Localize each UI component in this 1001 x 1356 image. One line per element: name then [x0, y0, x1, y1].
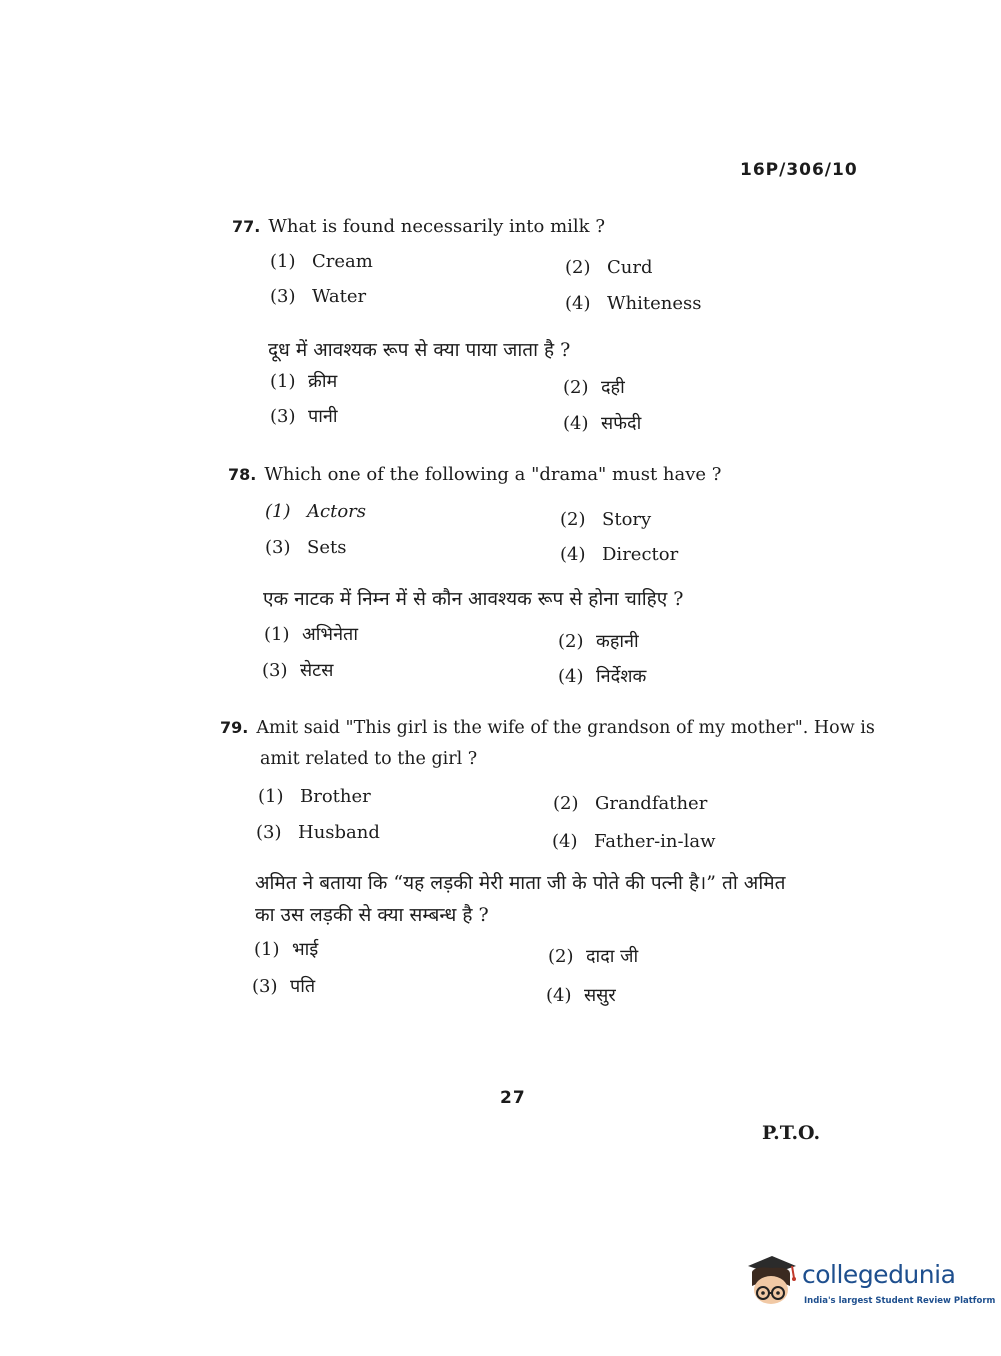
option-number: (2) — [558, 631, 584, 652]
option-number: (3) — [262, 660, 288, 681]
option-text: अभिनेता — [302, 624, 358, 645]
option-number: (4) — [552, 831, 578, 852]
page-number: 27 — [500, 1088, 526, 1108]
hindi-option-1 — [264, 622, 358, 646]
option-number: (2) — [560, 509, 586, 530]
option-number: (4) — [546, 985, 572, 1006]
question-number: 78. — [228, 465, 257, 484]
paper-code: 16P/306/10 — [740, 160, 858, 180]
option-text: सफेदी — [601, 413, 642, 434]
option-1 — [258, 786, 371, 807]
option-3 — [256, 822, 380, 843]
hindi-option-2 — [558, 629, 639, 653]
option-number: (2) — [553, 793, 579, 814]
option-text: दादा जी — [586, 946, 639, 967]
question-text — [232, 216, 605, 237]
option-1 — [270, 251, 373, 272]
option-2 — [553, 793, 707, 814]
option-text: Actors — [307, 501, 366, 522]
question-english-line1: Amit said "This girl is the wife of the grandson of my mother". How is — [256, 718, 875, 738]
option-text: निर्देशक — [596, 666, 647, 687]
option-number: (3) — [252, 976, 278, 997]
option-number: (4) — [558, 666, 584, 687]
hindi-option-2 — [548, 944, 638, 968]
option-number: (3) — [256, 822, 282, 843]
option-text: पानी — [308, 406, 338, 427]
hindi-option-2 — [563, 375, 625, 399]
option-3 — [265, 537, 346, 558]
option-text: Grandfather — [595, 793, 708, 814]
option-number: (4) — [563, 413, 589, 434]
option-number: (1) — [265, 501, 291, 522]
hindi-option-1 — [254, 937, 318, 961]
option-number: (1) — [258, 786, 284, 807]
collegedunia-logo — [742, 1252, 996, 1312]
option-1 — [265, 501, 366, 522]
option-number: (3) — [270, 286, 296, 307]
option-text: दही — [601, 377, 625, 398]
hindi-option-4 — [563, 411, 641, 435]
option-2 — [560, 509, 651, 530]
option-number: (4) — [565, 293, 591, 314]
logo-tagline: India's largest Student Review Platform — [804, 1296, 996, 1306]
question-hindi: दूध में आवश्यक रूप से क्या पाया जाता है ? — [268, 339, 571, 361]
question-text — [220, 718, 875, 738]
option-text: Water — [312, 286, 367, 307]
hindi-option-3 — [262, 658, 333, 682]
option-text: कहानी — [596, 631, 639, 652]
question-number: 77. — [232, 217, 261, 236]
option-2 — [565, 257, 653, 278]
question-english-line2: amit related to the girl ? — [260, 749, 478, 769]
option-number: (1) — [270, 371, 296, 392]
option-text: ससुर — [584, 985, 616, 1006]
hindi-option-3 — [270, 404, 338, 428]
hindi-option-4 — [558, 664, 646, 688]
option-text: सेटस — [300, 660, 334, 681]
option-number: (2) — [548, 946, 574, 967]
question-hindi: एक नाटक में निम्न में से कौन आवश्यक रूप से होना चाहिए ? — [263, 588, 684, 610]
option-number: (2) — [563, 377, 589, 398]
question-hindi-line2: का उस लड़की से क्या सम्बन्ध है ? — [255, 904, 489, 926]
option-number: (3) — [270, 406, 296, 427]
option-number: (1) — [270, 251, 296, 272]
mascot-icon — [742, 1252, 802, 1312]
option-text: भाई — [292, 939, 319, 960]
pto-label: P.T.O. — [762, 1122, 821, 1144]
option-number: (2) — [565, 257, 591, 278]
option-number: (4) — [560, 544, 586, 565]
option-4 — [565, 293, 701, 314]
option-text: क्रीम — [308, 371, 338, 392]
question-number: 79. — [220, 718, 249, 737]
option-text: Brother — [300, 786, 371, 807]
option-text: Director — [602, 544, 679, 565]
question-english: Which one of the following a "drama" must have ? — [264, 464, 722, 485]
option-3 — [270, 286, 366, 307]
logo-text: collegedunia — [802, 1260, 956, 1289]
option-text: Story — [602, 509, 652, 530]
option-text: Sets — [307, 537, 347, 558]
question-text — [228, 464, 721, 485]
hindi-option-3 — [252, 974, 315, 998]
option-text: Cream — [312, 251, 373, 272]
option-number: (3) — [265, 537, 291, 558]
question-english: What is found necessarily into milk ? — [268, 216, 605, 237]
option-number: (1) — [264, 624, 290, 645]
option-text: Whiteness — [607, 293, 702, 314]
option-text: पति — [290, 976, 316, 997]
option-number: (1) — [254, 939, 280, 960]
question-hindi-line1: अमित ने बताया कि “यह लड़की मेरी माता जी के पोते की पत्नी है।” तो अमित — [255, 872, 786, 894]
option-4 — [552, 831, 716, 852]
hindi-option-1 — [270, 369, 337, 393]
option-4 — [560, 544, 678, 565]
option-text: Husband — [298, 822, 380, 843]
option-text: Curd — [607, 257, 653, 278]
hindi-option-4 — [546, 983, 616, 1007]
option-text: Father-in-law — [594, 831, 716, 852]
